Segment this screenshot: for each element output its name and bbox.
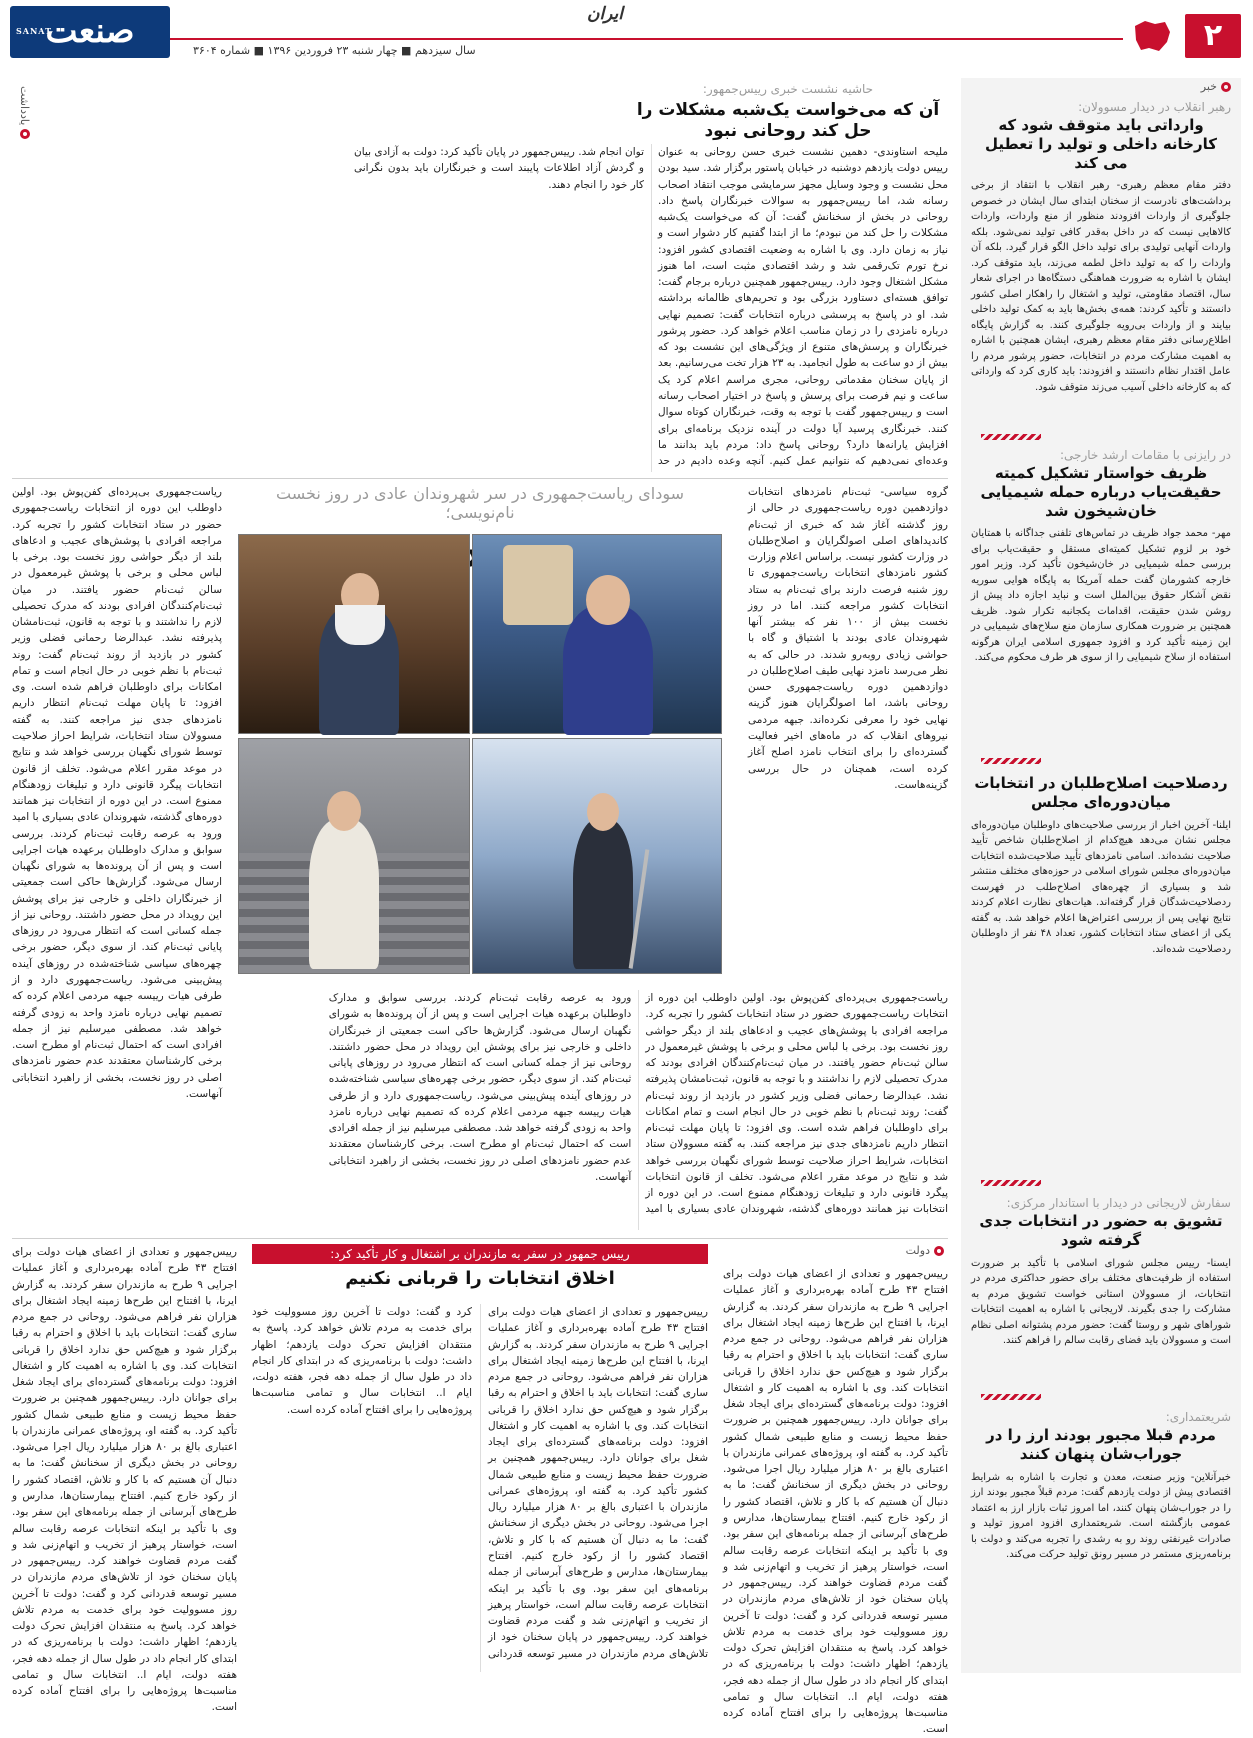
iran-map-icon — [1131, 18, 1173, 54]
story-body: ایلنا- آخرین اخبار از بررسی صلاحیت‌های داوطلبان میان‌دوره‌ای مجلس نشان می‌دهد هیچ‌کدام از اصلاح‌طلبان شاخص تأیید صلاحیت نشده‌اند. اسامی نامزدهای تأیید صلاحیت‌شده انتخابات میان‌دوره‌ای مجلس شورای اسلامی در حوزه‌های مختلف منتشر شد و بسیاری از چهره‌های اصلاح‌طلب در فهرست ردصلاحیت‌شدگان قرار گرفته‌اند. هیات‌های نظارت اعلام کردند نتایج نهایی پس از بررسی اعتراض‌ها اعلام خواهد شد. به گفته یکی از اعضای ستاد انتخابات کشور، تعداد ۴۸ نفر از داوطلبان ردصلاحیت شده‌اند. — [971, 819, 1231, 955]
sidebar-story-1 — [971, 100, 1231, 428]
story-kicker: رییس جمهور در سفر به مازندران بر اشتغال و کار تأکید کرد: — [252, 1244, 708, 1264]
main-story-left-column: ریاست‌جمهوری بی‌پرده‌ای کفن‌پوش بود. اولین داوطلب این دوره از انتخابات ریاست‌جمهوری حضور در ستاد انتخابات کشور را تجربه کرد. مراجعه افرادی با پوشش‌های عجیب و ادعاهای بلند از دیگر حواشی روز نخست بود. برخی با لباس محلی و برخی با پوشش غیرمعمول در سالن ثبت‌نام حضور یافتند. در میان ثبت‌نام‌کنندگان افرادی بودند که مدرک تحصیلی لازم را نداشتند و با توجه به قانون، ثبت‌نامشان پذیرفته نشد. عبدالرضا رحمانی فضلی وزیر کشور در بازدید از روند ثبت‌نام گفت: روند ثبت‌نام با نظم خوبی در حال انجام است و تمام امکانات برای داوطلبان فراهم شده است. وی افزود: تا پایان مهلت ثبت‌نام انتظار داریم نامزدهای جدی نیز مراجعه کنند. به گفته مسوولان ستاد انتخابات، شرایط احراز صلاحیت توسط شورای نگهبان بررسی خواهد شد و نتایج در موعد مقرر اعلام می‌شود. تخلف از قانون انتخابات پیگرد قانونی دارد و تبلیغات زودهنگام ممنوع است. در این دوره از انتخابات نیز همانند دوره‌های گذشته، شهروندان عادی بسیاری با امید ورود به عرصه رقابت ثبت‌نام کردند. بررسی سوابق و مدارک داوطلبان برعهده هیات اجرایی است و پس از آن پرونده‌ها به شورای نگهبان ارسال می‌شود. گزارش‌ها حاکی است جمعیتی از خبرنگاران داخلی و خارجی نیز برای پوشش این رویداد در محل حضور داشتند. روحانی نیز از جمله کسانی است که انتظار می‌رود در روزهای پایانی ثبت‌نام کند. از سوی دیگر، حضور برخی چهره‌های سیاسی شناخته‌شده در روزهای آینده پیش‌بینی می‌شود. ریاست‌جمهوری دارد و از طرفی هیات رییسه جبهه مردمی اعلام کرده که تصمیم نهایی درباره نامزد واحد به زودی گرفته خواهد شد. مصطفی میرسلیم نیز از جمله افرادی است که احتمال ثبت‌نام او مطرح است. برخی کارشناسان معتقدند عدم حضور نامزدهای اصلی در روز نخست، بخشی از راهبرد انتخاباتی آنهاست. — [11, 486, 222, 1100]
divider-stripe — [981, 434, 1041, 440]
sidebar — [961, 78, 1241, 1673]
logo-text: صنعت — [45, 11, 135, 51]
story-kicker: رهبر انقلاب در دیدار مسوولان: — [1078, 100, 1231, 114]
story-body: خبرآنلاین- وزیر صنعت، معدن و تجارت با اشاره به شرایط اقتصادی پیش از دولت یازدهم گفت: مردم قبلاً مجبور بودند ارز را در جوراب‌شان پنهان کنند، اما امروز ثبات بازار ارز به اعتماد عمومی بازگشته است. شریعتمداری افزود امروز تولید و صادرات غیرنفتی روند رو به رشدی را تجربه می‌کند و دولت با برنامه‌ریزی مستمر در مسیر رونق تولید حرکت می‌کند. — [971, 1471, 1231, 1560]
story-kicker: در رایزنی با مقامات ارشد خارجی: — [1060, 448, 1231, 462]
tag-dot-icon — [934, 1246, 944, 1256]
story-kicker: سودای ریاست‌جمهوری در سر شهروندان عادی در روز نخست نام‌نویسی؛ — [276, 484, 684, 522]
sidebar-tag — [1201, 80, 1231, 93]
story-headline: اخلاق انتخابات را قربانی نکنیم — [345, 1268, 615, 1289]
story-body: مهر- محمد جواد ظریف در تماس‌های تلفنی جداگانه با همتایان خود بر لزوم تشکیل کمیته‌ای مستقل و حقیقت‌یاب برای بررسی حمله شیمیایی در خان‌شیخون تأکید کرد. وزیر امور خارجه کشورمان گفت حمله آمریکا به پایگاه هوایی سوریه نقض آشکار حقوق بین‌الملل است و نباید اجازه داد پیش از روشن شدن حقیقت، اقدامات یکجانبه تکرار شود. ظریف همچنین بر ضرورت همکاری سازمان منع سلاح‌های شیمیایی در این زمینه تأکید کرد و افزود جمهوری اسلامی ایران هرگونه استفاده از سلاح شیمیایی را از سوی هر طرف محکوم می‌کند. — [971, 528, 1231, 664]
story-headline: ظریف خواستار تشکیل کمیته حقیقت‌یاب درباره حمله شیمیایی خان‌شیخون شد — [980, 464, 1222, 520]
story-kicker: شریعتمداری: — [1165, 1410, 1231, 1424]
page-number: ۲ — [1185, 14, 1241, 58]
sidebar-story-3 — [971, 774, 1231, 1172]
section-divider — [12, 1238, 948, 1239]
sidebar-story-5 — [971, 1410, 1231, 1665]
logo-latin: SANAT — [16, 26, 53, 36]
portrait-poster — [503, 545, 573, 625]
story-body: ملیحه استاوندی- دهمین نشست خبری حسن روحانی به عنوان رییس دولت یازدهم دوشنبه در خیابان پاستور برگزار شد. سید بودن محل نشست و وجود وسایل مجهز سرمایشی موجب انتقاد اصحاب رسانه شد، اما رییس‌جمهور به سوالات خبرنگاران پاسخ داد. روحانی در بخش از سخنانش گفت: آن که می‌خواست یک‌شبه مشکلات را حل کند من نبودم؛ ما از ابتدا گفتیم کار دشوار است و نیاز به زمان دارد. وی با اشاره به وضعیت اقتصادی کشور افزود: نرخ تورم تک‌رقمی شد و رشد اقتصادی مثبت است، اما هنوز مشکل اشتغال وجود دارد. رییس‌جمهور همچنین درباره برجام گفت: توافق هسته‌ای دستاورد بزرگی بود و تحریم‌های ظالمانه برداشته شد. او در پاسخ به پرسشی درباره انتخابات گفت: تصمیم نهایی درباره نامزدی را در زمان مناسب اعلام خواهد کرد. حضور پرشور خبرنگاران و پرسش‌های متنوع از ویژگی‌های این نشست بود که بیش از دو ساعت به طول انجامید. به ۲۳ هزار تخت می‌رسانیم. بعد از پایان سخنان مقدماتی روحانی، مجری مراسم اعلام کرد یک ساعت و نیم فرصت برای پرسش و پاسخ در اختیار اصحاب رسانه است و رییس‌جمهور گفت با توجه به وقت، خبرنگاران کوتاه سوال کنند. خبرنگاری پرسید آیا دولت در آینده نزدیک برنامه‌ای برای افزایش یارانه‌ها دارد؟ روحانی پاسخ داد: مردم باید بدانند ما وعده‌ای نمی‌دهیم که نتوانیم عمل کنیم. آنچه وعده دادیم در حد توان انجام شد. رییس‌جمهور در پایان تأکید کرد: دولت به آزادی بیان و گردش آزاد اطلاعات پایبند است و خبرنگاران باید بدون نگرانی کار خود را انجام دهند. — [354, 146, 948, 468]
main-story-lower-body: ریاست‌جمهوری بی‌پرده‌ای کفن‌پوش بود. اولین داوطلب این دوره از انتخابات ریاست‌جمهوری حضور در ستاد انتخابات کشور را تجربه کرد. مراجعه افرادی با پوشش‌های عجیب و ادعاهای بلند از دیگر حواشی روز نخست بود. برخی با لباس محلی و برخی با پوشش غیرمعمول در سالن ثبت‌نام حضور یافتند. در میان ثبت‌نام‌کنندگان افرادی بودند که مدرک تحصیلی لازم را نداشتند و با توجه به قانون، ثبت‌نامشان پذیرفته نشد. عبدالرضا رحمانی فضلی وزیر کشور در بازدید از روند ثبت‌نام گفت: روند ثبت‌نام با نظم خوبی در حال انجام است و تمام امکانات برای داوطلبان فراهم شده است. وی افزود: تا پایان مهلت ثبت‌نام انتظار داریم نامزدهای جدی نیز مراجعه کنند. به گفته مسوولان ستاد انتخابات، شرایط احراز صلاحیت توسط شورای نگهبان بررسی خواهد شد و نتایج در موعد مقرر اعلام می‌شود. تخلف از قانون انتخابات پیگرد قانونی دارد و تبلیغات زودهنگام ممنوع است. در این دوره از انتخابات نیز همانند دوره‌های گذشته، شهروندان عادی بسیاری با امید ورود به عرصه رقابت ثبت‌نام کردند. بررسی سوابق و مدارک داوطلبان برعهده هیات اجرایی است و پس از آن پرونده‌ها به شورای نگهبان ارسال می‌شود. گزارش‌ها حاکی است جمعیتی از خبرنگاران داخلی و خارجی نیز برای پوشش این رویداد در محل حضور داشتند. روحانی نیز از جمله کسانی است که انتظار می‌رود در روزهای پایانی ثبت‌نام کند. از سوی دیگر، حضور برخی چهره‌های سیاسی شناخته‌شده در روزهای آینده پیش‌بینی می‌شود. ریاست‌جمهوری دارد و از طرفی هیات رییسه جبهه مردمی اعلام کرده که تصمیم نهایی درباره نامزد واحد به زودی گرفته خواهد شد. مصطفی میرسلیم نیز از جمله افرادی است که احتمال ثبت‌نام او مطرح است. برخی کارشناسان معتقدند عدم حضور نامزدهای اصلی در روز نخست، بخشی از راهبرد انتخاباتی آنهاست. — [328, 992, 948, 1216]
bottom-story-tag — [906, 1244, 944, 1257]
photo-candidate-registration — [472, 534, 722, 734]
sidebar-story-4 — [971, 1196, 1231, 1386]
story-headline: مردم قبلا مجبور بودند ارز را در جوراب‌شان پنهان کنند — [986, 1426, 1216, 1463]
story-kicker: سفارش لاریجانی در دیدار با استاندار مرکزی: — [1006, 1196, 1231, 1210]
bottom-story-right-column: رییس‌جمهور و تعدادی از اعضای هیات دولت برای افتتاح ۴۳ طرح آماده بهره‌برداری و آغاز عملیات اجرایی ۹ طرح به مازندران سفر کردند. به گزارش ایرنا، با افتتاح این طرح‌ها زمینه ایجاد اشتغال برای هزاران نفر فراهم می‌شود. روحانی در جمع مردم ساری گفت: انتخابات باید با اخلاق و احترام به رقبا برگزار شود و هیچ‌کس حق ندارد اخلاق را قربانی انتخابات کند. وی با اشاره به اهمیت کار و اشتغال افزود: دولت برنامه‌های گسترده‌ای برای ایجاد شغل برای جوانان دارد. رییس‌جمهور همچنین بر ضرورت حفظ محیط زیست و منابع طبیعی شمال کشور تأکید کرد. به گفته او، پروژه‌های عمرانی مازندران با اعتباری بالغ بر ۸۰ هزار میلیارد ریال اجرا می‌شود. روحانی در بخش دیگری از سخنانش گفت: ما به دنبال آن هستیم که با کار و تلاش، اقتصاد کشور را از رکود خارج کنیم. افتتاح بیمارستان‌ها، مدارس و طرح‌های آبرسانی از جمله برنامه‌های این سفر بود. وی با تأکید بر اینکه انتخابات عرصه رقابت سالم است، خواستار پرهیز از تخریب و اتهام‌زنی شد و گفت مردم قضاوت خواهند کرد. رییس‌جمهور در پایان سخنان خود از تلاش‌های مردم مازندران در مسیر توسعه قدردانی کرد و گفت: دولت تا آخرین روز مسوولیت خود برای خدمت به مردم تلاش خواهد کرد. پاسخ به منتقدان افزایش تحرک دولت یازدهم؛ اظهار داشت: دولت با برنامه‌ریزی که در ابتدای کار انجام داد در طول سال از جمله دهه فجر، هفته دولت، ایام ا.. انتخابات سال و تمامی مناسبت‌ها پروژه‌هایی را برای افتتاح آماده کرده است. — [723, 1268, 948, 1736]
sidebar-tag-label: خبر — [1200, 80, 1217, 93]
story-body: دفتر مقام معظم رهبری- رهبر انقلاب با انتقاد از برخی برداشت‌های نادرست از سخنان ابتدای سال ایشان در خصوص جلوگیری از واردات افزودند منظور از منع واردات، واردات کالاهایی نیست که در داخل به‌قدر کافی تولید نمی‌شود. بلکه واردات آنهایی تولیدی برای تولید داخل الگو قرار گیرد. بلکه آن واردات را که به تولید داخل لطمه می‌زند، باید متوقف کرد. ایشان با اشاره به ضرورت هماهنگی دستگاه‌ها در اجرای شعار سال، اقتصاد مقاومتی، تولید و اشتغال را راهکار اصلی کشور دانستند و تأکید کردند: همه‌ی بخش‌ها باید به کمک تولید داخلی بیایند و از واردات بی‌رویه جلوگیری کنند. به گزارش پایگاه اطلاع‌رسانی دفتر مقام معظم رهبری، ایشان همچنین با اشاره به اهمیت مشارکت مردم در انتخابات، حضور پرشور مردم را عامل اقتدار نظام دانستند و افزودند: باید کاری کرد که وارداتی که به کارخانه داخلی آسیب می‌زند متوقف شود. — [971, 180, 1231, 393]
section-title: ایران — [586, 4, 623, 24]
photo-bearded-applicant — [238, 534, 470, 734]
story-headline: وارداتی باید متوقف شود که کارخانه داخلی و تولید را تعطیل می کند — [984, 116, 1217, 172]
photo-stairs-applicant — [238, 738, 470, 974]
candidate-face — [586, 575, 630, 625]
applicant-face — [587, 793, 619, 831]
tag-dot-icon — [1221, 82, 1231, 92]
main-story — [12, 484, 948, 1234]
top-story-tag-label: یادداشت — [18, 86, 31, 126]
photo-crutches-applicant — [472, 738, 722, 974]
bottom-story-tag-label: دولت — [905, 1244, 930, 1257]
story-body: ایسنا- رییس مجلس شورای اسلامی با تأکید بر ضرورت استفاده از ظرفیت‌های مختلف برای حضور حداکثری مردم در انتخابات، از مسوولان استانی خواست تشویق مردم به مشارکت را جدی بگیرند. لاریجانی با اشاره به اهمیت انتخابات شوراهای شهر و روستا گفت: حضور مردم پشتوانه اصلی نظام است و مسوولان باید فضای رقابت سالم را فراهم کنند. — [971, 1257, 1231, 1346]
top-story-head — [628, 82, 948, 143]
divider-stripe — [981, 1180, 1041, 1186]
issue-line: سال سیزدهم ■ چهار شنبه ۲۳ فروردین ۱۳۹۶ ■ شماره ۳۶۰۴ — [193, 44, 476, 57]
white-beard — [335, 605, 385, 645]
sidebar-story-2 — [971, 448, 1231, 750]
story-headline: نامزدهای — [380, 530, 561, 576]
bottom-story-middle-columns: رییس‌جمهور و تعدادی از اعضای هیات دولت برای افتتاح ۴۳ طرح آماده بهره‌برداری و آغاز عملیات اجرایی ۹ طرح به مازندران سفر کردند. به گزارش ایرنا، با افتتاح این طرح‌ها زمینه ایجاد اشتغال برای هزاران نفر فراهم می‌شود. روحانی در جمع مردم ساری گفت: انتخابات باید با اخلاق و احترام به رقبا برگزار شود و هیچ‌کس حق ندارد اخلاق را قربانی انتخابات کند. وی با اشاره به اهمیت کار و اشتغال افزود: دولت برنامه‌های گسترده‌ای برای ایجاد شغل برای جوانان دارد. رییس‌جمهور همچنین بر ضرورت حفظ محیط زیست و منابع طبیعی شمال کشور تأکید کرد. به گفته او، پروژه‌های عمرانی مازندران با اعتباری بالغ بر ۸۰ هزار میلیارد ریال اجرا می‌شود. روحانی در بخش دیگری از سخنانش گفت: ما به دنبال آن هستیم که با کار و تلاش، اقتصاد کشور را از رکود خارج کنیم. افتتاح بیمارستان‌ها، مدارس و طرح‌های آبرسانی از جمله برنامه‌های این سفر بود. وی با تأکید بر اینکه انتخابات عرصه رقابت سالم است، خواستار پرهیز از تخریب و اتهام‌زنی شد و گفت مردم قضاوت خواهند کرد. رییس‌جمهور در پایان سخنان خود از تلاش‌های مردم مازندران در مسیر توسعه قدردانی کرد و گفت: دولت تا آخرین روز مسوولیت خود برای خدمت به مردم تلاش خواهد کرد. پاسخ به منتقدان افزایش تحرک دولت یازدهم؛ اظهار داشت: دولت با برنامه‌ریزی که در ابتدای کار انجام داد در طول سال از جمله دهه فجر، هفته دولت، ایام ا.. انتخابات سال و تمامی مناسبت‌ها پروژه‌هایی را برای افتتاح آماده کرده است. — [252, 1306, 708, 1660]
masthead — [0, 0, 1253, 72]
main-story-lede: گروه سیاسی- ثبت‌نام نامزدهای انتخابات دوازدهمین دوره ریاست‌جمهوری در حالی از روز گذشته آغاز شد که خبری از ثبت‌نام کاندیداهای اصلی اصولگرایان و اصلاح‌طلبان در وزارت کشور نیست. براساس اعلام وزارت کشور نامزدهای انتخابات ریاست‌جمهوری تا روز شنبه فرصت دارند برای ثبت‌نام به ستاد انتخابات کشور مراجعه کنند. اما در روز نخست بیش از ۱۰۰ نفر که بیشتر آنها شهروندان عادی بودند با اشتیاق و گاه با حواشی زیادی روبه‌رو شدند. در حالی که به نظر می‌رسد نامزد نهایی طیف اصلاح‌طلبان در دوازدهمین دوره ریاست‌جمهوری حسن روحانی باشد، اما اصولگرایان هنوز گزینه نهایی خود را معرفی نکرده‌اند. جبهه مردمی نیروهای انقلاب که در ماه‌های اخیر فعالیت گسترده‌ای را برای انتخاب نامزد اصلح آغاز کرده است، همچنان در حال بررسی گزینه‌هاست. — [748, 486, 948, 791]
applicant-face — [327, 791, 361, 831]
bottom-story-head — [252, 1244, 708, 1291]
applicant-figure — [573, 819, 633, 969]
divider-stripe — [981, 758, 1041, 764]
story-headline: تشویق به حضور در انتخابات جدی گرفته شود — [979, 1212, 1223, 1249]
story-kicker: حاشیه نشست خبری رییس‌جمهور: — [702, 82, 874, 96]
bottom-story — [12, 1244, 948, 1736]
tag-dot-icon — [20, 129, 30, 139]
applicant-figure — [309, 819, 379, 969]
newspaper-logo — [10, 6, 170, 58]
top-story-tag — [18, 86, 31, 139]
top-story — [12, 82, 948, 474]
section-divider — [12, 478, 948, 479]
story-headline: آن که می‌خواست یک‌شبه مشکلات را حل کند روحانی نبود — [636, 100, 940, 142]
story-headline: ردصلاحیت اصلاح‌طلبان در انتخابات میان‌دوره‌ای مجلس — [974, 774, 1228, 811]
divider-stripe — [981, 1394, 1041, 1400]
bottom-story-left-column: رییس‌جمهور و تعدادی از اعضای هیات دولت برای افتتاح ۴۳ طرح آماده بهره‌برداری و آغاز عملیات اجرایی ۹ طرح به مازندران سفر کردند. به گزارش ایرنا، با افتتاح این طرح‌ها زمینه ایجاد اشتغال برای هزاران نفر فراهم می‌شود. روحانی در جمع مردم ساری گفت: انتخابات باید با اخلاق و احترام به رقبا برگزار شود و هیچ‌کس حق ندارد اخلاق را قربانی انتخابات کند. وی با اشاره به اهمیت کار و اشتغال افزود: دولت برنامه‌های گسترده‌ای برای ایجاد شغل برای جوانان دارد. رییس‌جمهور همچنین بر ضرورت حفظ محیط زیست و منابع طبیعی شمال کشور تأکید کرد. به گفته او، پروژه‌های عمرانی مازندران با اعتباری بالغ بر ۸۰ هزار میلیارد ریال اجرا می‌شود. روحانی در بخش دیگری از سخنانش گفت: ما به دنبال آن هستیم که با کار و تلاش، اقتصاد کشور را از رکود خارج کنیم. افتتاح بیمارستان‌ها، مدارس و طرح‌های آبرسانی از جمله برنامه‌های این سفر بود. وی با تأکید بر اینکه انتخابات عرصه رقابت سالم است، خواستار پرهیز از تخریب و اتهام‌زنی شد و گفت مردم قضاوت خواهند کرد. رییس‌جمهور در پایان سخنان خود از تلاش‌های مردم مازندران در مسیر توسعه قدردانی کرد و گفت: دولت تا آخرین روز مسوولیت خود برای خدمت به مردم تلاش خواهد کرد. پاسخ به منتقدان افزایش تحرک دولت یازدهم؛ اظهار داشت: دولت با برنامه‌ریزی که در ابتدای کار انجام داد در طول سال از جمله دهه فجر، هفته دولت، ایام ا.. انتخابات سال و تمامی مناسبت‌ها پروژه‌هایی را برای افتتاح آماده کرده است. — [12, 1246, 237, 1714]
